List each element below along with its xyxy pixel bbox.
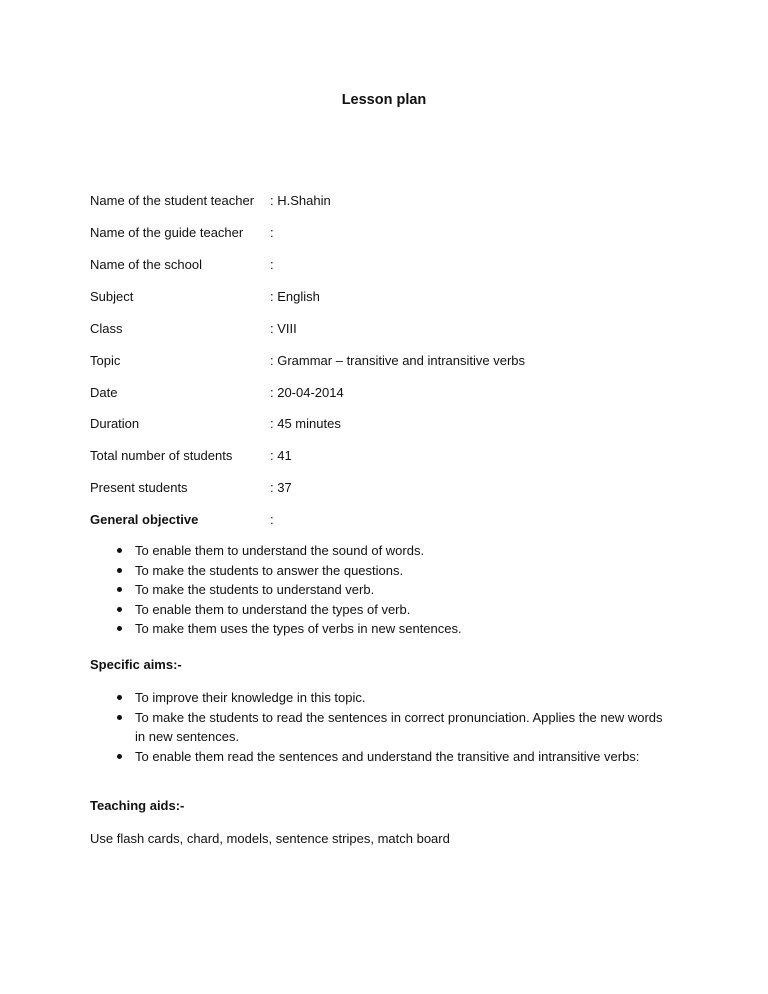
field-value: : VIII xyxy=(270,321,297,336)
field-value: : 37 xyxy=(270,480,292,495)
page-title: Lesson plan xyxy=(341,92,427,108)
field-value: : Grammar – transitive and intransitive verbs xyxy=(270,353,526,368)
field-value: : 20-04-2014 xyxy=(270,385,344,400)
list-item: To make the students to understand verb. xyxy=(0,580,675,600)
list-item: To improve their knowledge in this topic. xyxy=(0,688,675,708)
bullet-icon xyxy=(117,607,122,612)
field-value: : xyxy=(270,512,274,527)
bullet-icon xyxy=(117,754,122,759)
field-label: Topic xyxy=(90,353,121,368)
bullet-icon xyxy=(117,715,122,720)
list-item: To make the students to read the sentences in correct pronunciation. Applies the new words in new sentences. xyxy=(0,708,675,747)
field-value: : English xyxy=(270,289,320,304)
field-label: Date xyxy=(90,385,118,400)
specific-aims-heading: Specific aims:- xyxy=(90,657,182,672)
field-value: : xyxy=(270,225,274,240)
bullet-icon xyxy=(117,626,122,631)
general-objectives-list xyxy=(0,541,675,639)
list-item: To make them uses the types of verbs in new sentences. xyxy=(0,619,675,639)
field-label: Name of the guide teacher xyxy=(90,225,244,240)
bullet-icon xyxy=(117,548,122,553)
list-item: To make the students to answer the questions. xyxy=(0,561,675,581)
field-label: General objective xyxy=(90,512,199,527)
field-value: : 45 minutes xyxy=(270,416,341,431)
field-value: : H.Shahin xyxy=(270,193,331,208)
teaching-aids-heading: Teaching aids:- xyxy=(90,798,185,813)
list-item: To enable them to understand the sound of words. xyxy=(0,541,675,561)
field-label: Subject xyxy=(90,289,134,304)
field-label: Name of the student teacher xyxy=(90,193,255,208)
field-label: Total number of students xyxy=(90,448,233,463)
list-item: To enable them read the sentences and understand the transitive and intransitive verbs: xyxy=(0,747,675,767)
field-label: Name of the school xyxy=(90,257,203,272)
specific-aims-list xyxy=(0,688,675,766)
field-label: Present students xyxy=(90,480,188,495)
bullet-icon xyxy=(117,587,122,592)
bullet-icon xyxy=(117,695,122,700)
field-label: Duration xyxy=(90,416,140,431)
field-label: Class xyxy=(90,321,123,336)
field-value: : 41 xyxy=(270,448,292,463)
teaching-aids-text: Use flash cards, chard, models, sentence stripes, match board xyxy=(90,831,450,846)
bullet-icon xyxy=(117,568,122,573)
list-item: To enable them to understand the types of verb. xyxy=(0,600,675,620)
field-value: : xyxy=(270,257,274,272)
